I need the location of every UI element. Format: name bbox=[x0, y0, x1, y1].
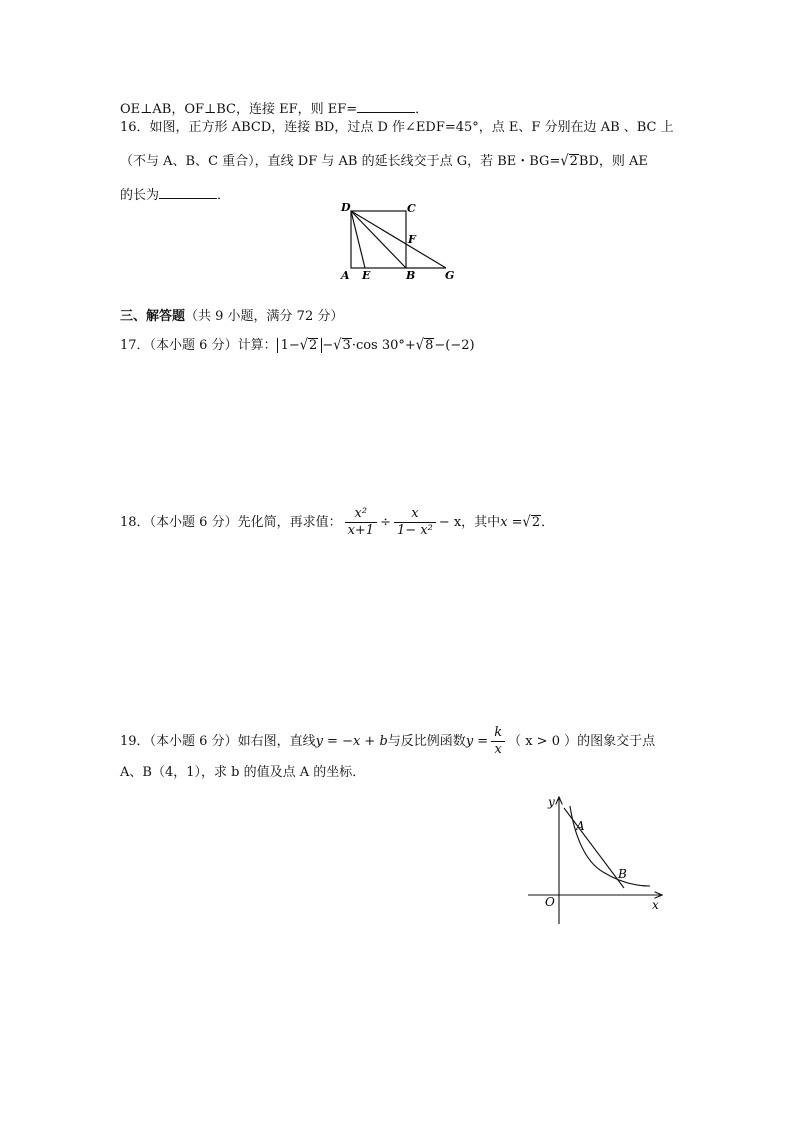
q15-tail bbox=[120, 98, 428, 119]
label-a: A bbox=[341, 269, 350, 282]
label-b: B bbox=[406, 269, 416, 282]
q16-sqrt-value: 2 bbox=[569, 154, 578, 169]
q16-stem-2b: BD，则 AE bbox=[578, 154, 648, 169]
label-point-b: B bbox=[618, 867, 627, 881]
label-d: D bbox=[341, 201, 351, 214]
q16-line1 bbox=[120, 119, 674, 137]
q16-stem-1: 16．如图，正方形 ABCD，连接 BD，过点 D 作∠EDF=45°，点 E、F 分别在边 AB 、BC 上 bbox=[120, 120, 674, 135]
label-g: G bbox=[445, 269, 455, 282]
section-subtitle: （共 9 小题，满分 72 分） bbox=[185, 309, 344, 324]
q19-graph-figure bbox=[528, 792, 670, 926]
q17-prefix: 17．（本小题 6 分）计算： bbox=[120, 338, 277, 353]
q16-stem-3a: 的长为 bbox=[120, 188, 160, 203]
q17 bbox=[120, 337, 475, 355]
q19-y-eq: y = bbox=[465, 734, 489, 749]
q19-line-eq: y = −x + b bbox=[315, 734, 388, 749]
q17-part: − bbox=[322, 338, 334, 353]
q19-stem-2: A、B（4，1），求 b 的值及点 A 的坐标． bbox=[120, 765, 366, 780]
segment-de bbox=[351, 211, 365, 268]
q17-part: ·cos 30°+ bbox=[351, 338, 416, 353]
label-y-axis: y bbox=[548, 795, 555, 809]
q19-fraction bbox=[491, 725, 505, 758]
q17-sqrt-3: 3 bbox=[342, 338, 351, 353]
q19-frac-denominator: x bbox=[494, 742, 502, 757]
q18-prefix: 18．（本小题 6 分）先化简，再求值： bbox=[120, 515, 342, 530]
q18-tail: − x，其中 bbox=[438, 515, 501, 530]
q18-sqrt-2: 2 bbox=[531, 515, 541, 530]
sqrt-sign: √ bbox=[299, 336, 309, 355]
q19-cond: （ x > 0 ）的图象交于点 bbox=[508, 734, 656, 749]
q16-stem-2a: （不与 A、B、C 重合），直线 DF 与 AB 的延长线交于点 G，若 BE・BG= bbox=[120, 154, 561, 169]
section-title: 三、解答题 bbox=[120, 309, 186, 324]
label-e: E bbox=[362, 269, 371, 282]
q17-part: −(−2) bbox=[434, 338, 475, 353]
q19-mid: 与反比例函数 bbox=[387, 734, 466, 749]
q18-frac2-denominator: 1− x² bbox=[396, 523, 433, 538]
q18-frac1-numerator: x² bbox=[345, 506, 378, 523]
q17-sqrt-2: 2 bbox=[309, 338, 318, 353]
section-3-heading bbox=[120, 308, 343, 326]
hyperbola-curve bbox=[570, 806, 650, 886]
label-origin: O bbox=[545, 895, 555, 909]
q18-frac1-denominator: x+1 bbox=[347, 523, 375, 538]
sqrt-sign: √ bbox=[522, 513, 531, 532]
label-x-axis: x bbox=[652, 898, 659, 912]
q17-part: 1− bbox=[280, 338, 300, 353]
q17-sqrt-8: 8 bbox=[425, 338, 434, 353]
q19-prefix: 19．（本小题 6 分）如右图，直线 bbox=[120, 734, 316, 749]
q18-divide: ÷ bbox=[380, 515, 391, 530]
q18 bbox=[120, 505, 554, 541]
q18-x-eq: x = bbox=[500, 515, 523, 530]
label-point-a: A bbox=[576, 819, 585, 833]
q18-fraction-2 bbox=[394, 506, 436, 539]
q18-end: ． bbox=[541, 515, 555, 530]
q19-frac-numerator: k bbox=[491, 725, 505, 742]
q16-square-figure bbox=[335, 200, 465, 284]
sqrt-sign: √ bbox=[415, 336, 425, 355]
q16-line3 bbox=[120, 184, 230, 205]
q16-stem-3b: ． bbox=[217, 188, 231, 203]
sqrt-sign: √ bbox=[560, 152, 569, 171]
label-c: C bbox=[407, 202, 416, 215]
q16-answer-blank[interactable] bbox=[159, 184, 217, 199]
q18-frac2-numerator: x bbox=[394, 506, 436, 523]
sqrt-sign: √ bbox=[333, 336, 342, 355]
q15-answer-blank[interactable] bbox=[357, 98, 415, 113]
q17-abs-value bbox=[277, 338, 323, 353]
label-f: F bbox=[408, 233, 416, 246]
q16-line2 bbox=[120, 153, 648, 171]
q19-line2 bbox=[120, 764, 365, 782]
q15-text: OE⊥AB，OF⊥BC，连接 EF，则 EF= bbox=[120, 102, 358, 117]
q18-fraction-1 bbox=[345, 506, 378, 539]
q19-line1 bbox=[120, 724, 655, 760]
line-y-neg-x-plus-b bbox=[564, 808, 624, 888]
q15-end: ． bbox=[415, 102, 429, 117]
